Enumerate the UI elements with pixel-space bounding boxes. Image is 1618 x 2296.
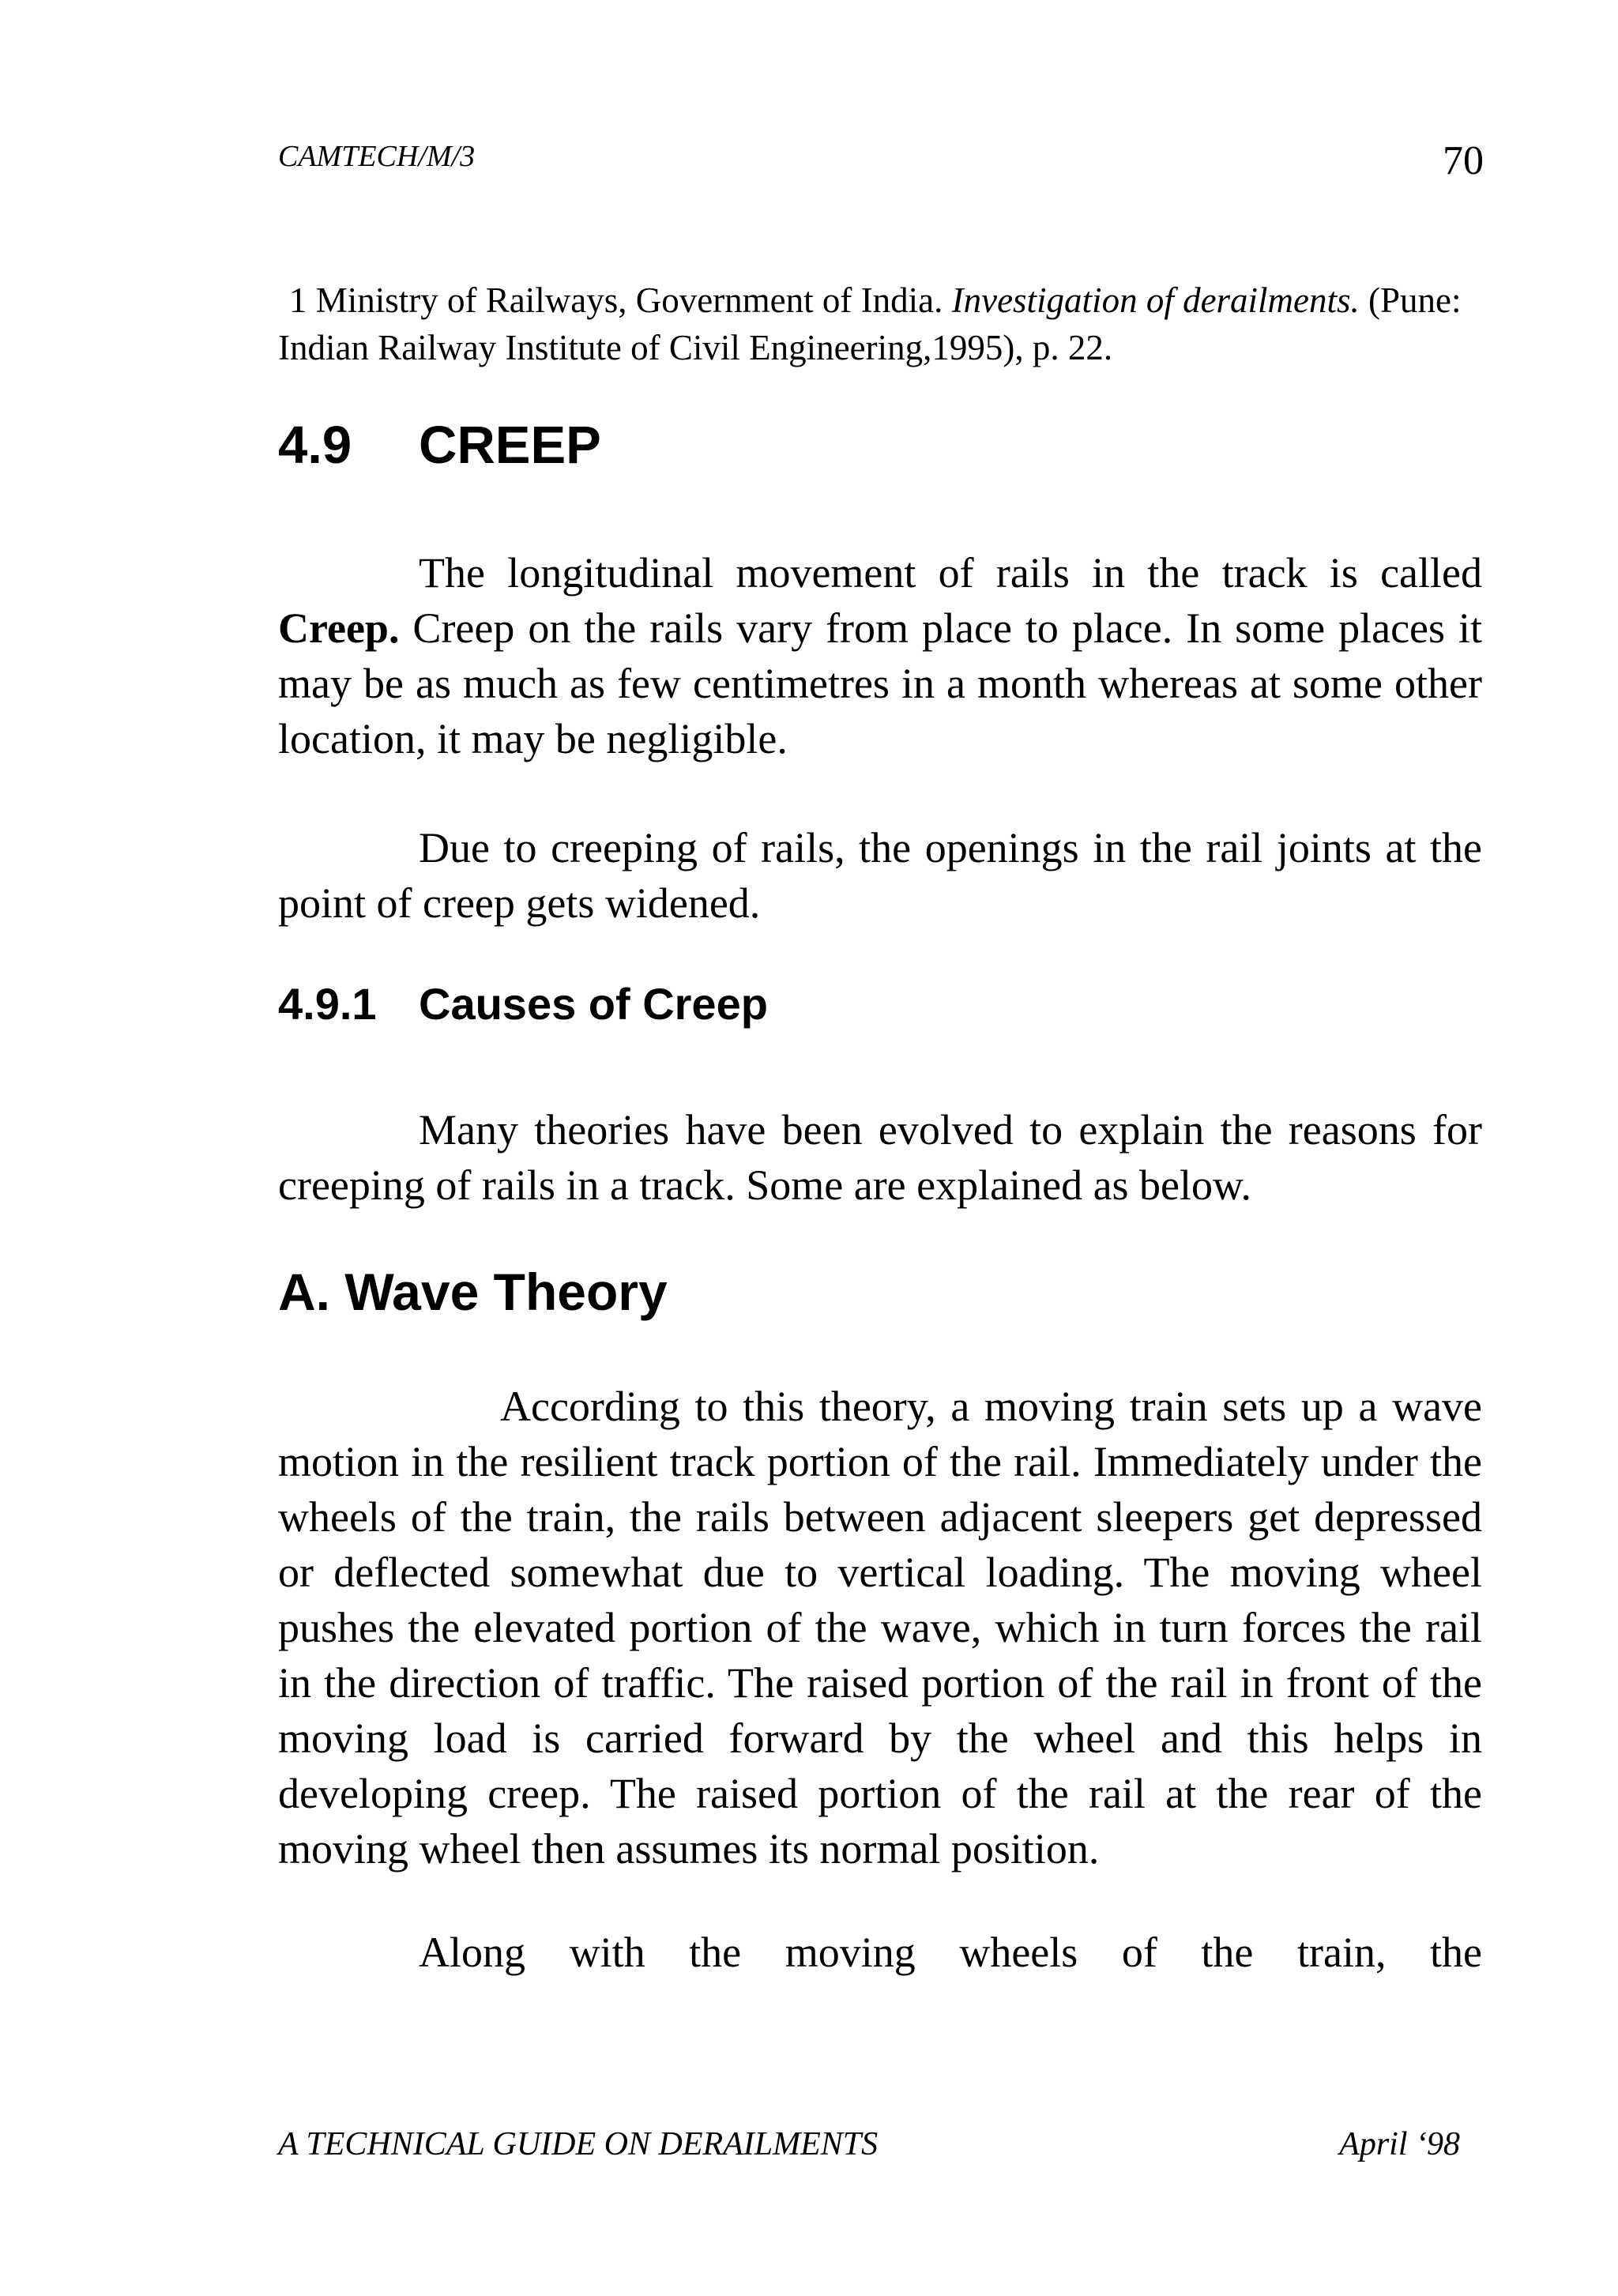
header-doc-code: CAMTECH/M/3 bbox=[278, 140, 476, 173]
creep-term: Creep. bbox=[278, 604, 400, 652]
footnote-title: Investigation of derailments. bbox=[951, 280, 1360, 320]
section-number: 4.9 bbox=[278, 416, 352, 475]
footer-title: A TECHNICAL GUIDE ON DERAILMENTS bbox=[278, 2126, 879, 2162]
subsection-title: Causes of Creep bbox=[419, 979, 768, 1029]
wave-theory-heading: A. Wave Theory bbox=[278, 1263, 668, 1321]
subsection-number: 4.9.1 bbox=[278, 979, 377, 1029]
causes-paragraph: Many theories have been evolved to explain the reasons for creeping of rails in a track. Some are explained as below. bbox=[278, 1106, 1482, 1209]
section-title: CREEP bbox=[419, 416, 601, 475]
subsection-heading bbox=[278, 978, 768, 1029]
creep-definition-paragraph bbox=[278, 545, 1482, 766]
creep-effect-paragraph: Due to creeping of rails, the openings in the rail joints at the point of creep gets widened. bbox=[278, 824, 1482, 927]
footnote-text: 1 Ministry of Railways, Government of India. bbox=[289, 280, 952, 320]
para1-rest: Creep on the rails vary from place to place. In some places it may be as much as few centimetres in a month whereas at some other location, it may be negligible. bbox=[278, 604, 1482, 762]
section-heading bbox=[278, 415, 601, 476]
footer-date: April ‘98 bbox=[1339, 2126, 1460, 2162]
footnote bbox=[278, 277, 1487, 371]
wave-theory-paragraph: According to this theory, a moving train sets up a wave motion in the resilient track portion of the rail. Immediately under the wheels of the train, the rails between adjacent sleepers get depressed or deflected somewhat due to vertical loading. The moving wheel pushes the elevated portion of the wave, which in turn forces the rail in the direction of traffic. The raised portion of the rail in front of the moving load is carried forward by the wheel and this helps in developing creep. The raised portion of the rail at the rear of the moving wheel then assumes its normal position. bbox=[278, 1383, 1482, 1873]
page-number: 70 bbox=[1443, 138, 1484, 183]
para1-start: The longitudinal movement of rails in the track is called bbox=[419, 549, 1482, 597]
footnote-source: (Pune: Indian Railway Institute of Civil Engineering,1995), p. 22. bbox=[278, 280, 1462, 367]
wave-theory-continuation: Along with the moving wheels of the train, the bbox=[419, 1929, 1482, 1976]
